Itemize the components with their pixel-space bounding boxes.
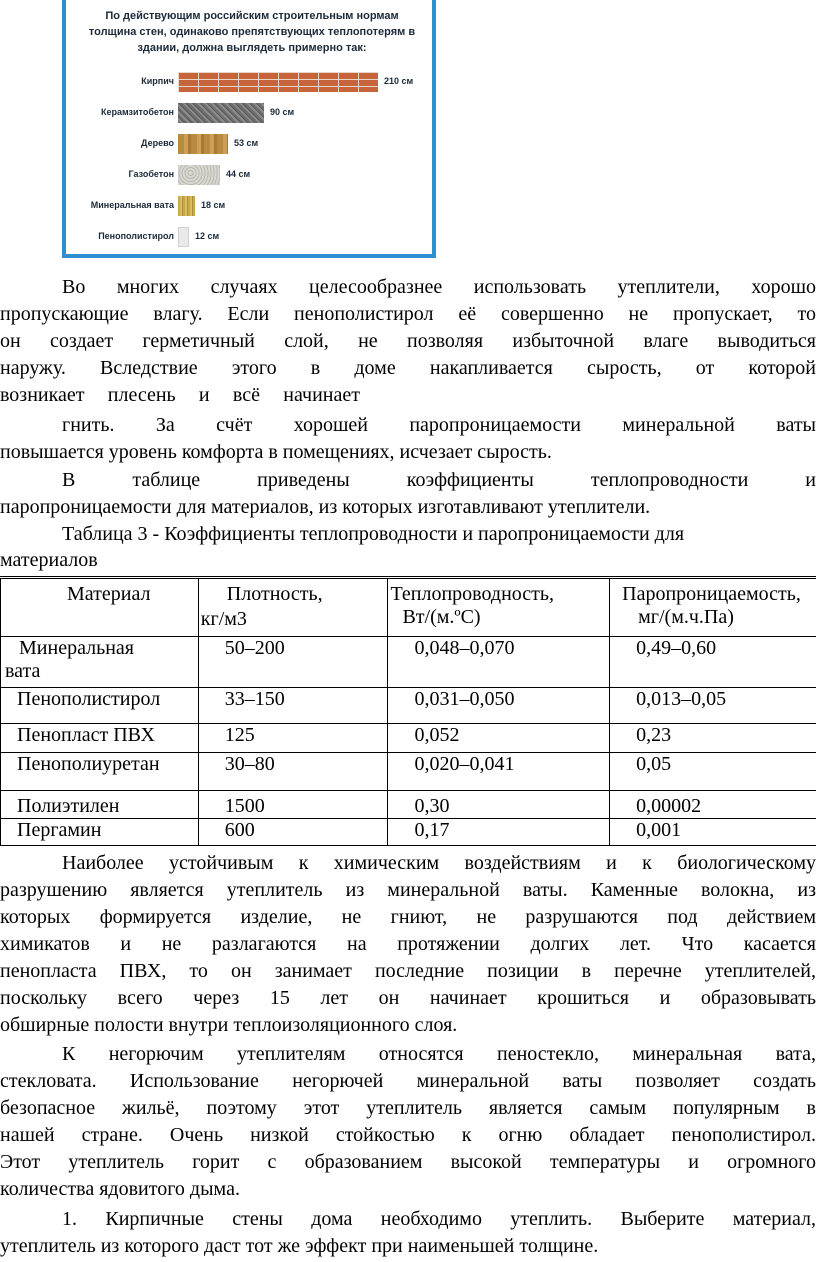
table-row xyxy=(1,688,816,724)
cell-conductivity: 0,031–0,050 xyxy=(388,688,610,724)
header-line: Вт/(м.ºС) xyxy=(402,606,481,628)
text-line: гнить. За счёт хорошей паропроницаемости минеральной ваты xyxy=(62,414,816,436)
text-line: нашей стране. Очень низкой стойкостью к огню обладает пенополистирол. xyxy=(0,1124,816,1146)
text-line: возникает плесень и всё начинает xyxy=(0,384,360,406)
text-line: обширные полости внутри теплоизоляционного слоя. xyxy=(0,1014,458,1036)
cell-permeability: 0,05 xyxy=(610,752,816,790)
cell-line: вата xyxy=(5,660,41,683)
cell-density: 600 xyxy=(198,819,388,846)
cell-conductivity: 0,048–0,070 xyxy=(388,637,610,688)
header-line: Материал xyxy=(67,583,151,605)
cell-material: Пенополистирол xyxy=(1,688,199,724)
column-header-conductivity xyxy=(388,578,610,637)
text-line: К негорючим утеплителям относятся пеностекло, минеральная вата, xyxy=(62,1043,816,1065)
header-line: Паропроницаемость, xyxy=(622,583,801,605)
header-line: Плотность, xyxy=(226,583,323,605)
table-row xyxy=(1,819,816,846)
bar-gas xyxy=(178,165,220,185)
infographic-title: По действующим российским строительным нормам толщина стен, одинаково препятствующих теплопотерям в здании, должна выглядеть примерно так: xyxy=(88,10,416,54)
cell-permeability: 0,49–0,60 xyxy=(610,637,816,688)
table-header-row xyxy=(1,578,816,637)
bar-category-label: Минеральная вата xyxy=(90,200,174,210)
text-line: количества ядовитого дыма. xyxy=(0,1178,240,1200)
cell-conductivity: 0,052 xyxy=(388,724,610,753)
text-line: Во многих случаях целесообразнее использовать утеплители, хорошо xyxy=(62,276,816,298)
cell-permeability: 0,23 xyxy=(610,724,816,753)
materials-table xyxy=(0,576,816,846)
bar-value-label: 53 см xyxy=(234,138,259,148)
table-row xyxy=(1,637,816,688)
bar-concrete xyxy=(178,103,264,123)
wall-thickness-infographic xyxy=(62,0,436,258)
column-header-permeability xyxy=(610,578,816,637)
cell-material: Пенопласт ПВХ xyxy=(1,724,199,753)
cell-permeability: 0,00002 xyxy=(610,790,816,819)
bar-value-label: 18 см xyxy=(201,200,226,210)
cell-material: Полиэтилен xyxy=(1,790,199,819)
cell-density: 125 xyxy=(198,724,388,753)
text-line: 1. Кирпичные стены дома необходимо утеплить. Выберите материал, xyxy=(62,1208,816,1230)
bar-wool xyxy=(178,196,195,216)
cell-line: Минеральная xyxy=(19,637,134,660)
text-line: химикатов и не разлагаются на протяжении долгих лет. Что касается xyxy=(0,933,816,955)
text-line: Этот утеплитель горит с образованием высокой температуры и огромного xyxy=(0,1151,816,1173)
text-line: пропускающие влагу. Если пенополистирол её совершенно не пропускает, то xyxy=(0,303,816,325)
cell-permeability: 0,001 xyxy=(610,819,816,846)
table-row xyxy=(1,752,816,790)
column-header-material xyxy=(1,578,199,637)
text-line: Наиболее устойчивым к химическим воздействиям и к биологическому xyxy=(62,852,816,874)
cell-material xyxy=(1,637,199,688)
bar-category-label: Керамзитобетон xyxy=(100,107,174,117)
text-line: Таблица 3 - Коэффициенты теплопроводности и паропроницаемости для xyxy=(62,523,685,545)
text-line: пенопласта ПВХ, то он занимает последние позиции в перечне утеплителей, xyxy=(0,960,816,982)
bar-value-label: 90 см xyxy=(270,107,295,117)
cell-conductivity: 0,30 xyxy=(388,790,610,819)
cell-conductivity: 0,17 xyxy=(388,819,610,846)
cell-density: 50–200 xyxy=(198,637,388,688)
text-line: безопасное жильё, поэтому этот утеплитель является самым популярным в xyxy=(0,1097,816,1119)
text-line: разрушению является утеплитель из минеральной ваты. Каменные волокна, из xyxy=(0,879,816,901)
cell-density: 33–150 xyxy=(198,688,388,724)
bar-wood xyxy=(178,134,228,154)
bar-category-label: Пенополистирол xyxy=(98,231,174,241)
text-line: он создает герметичный слой, не позволяя избыточной влаге выводиться xyxy=(0,330,816,352)
text-line: стекловата. Использование негорючей минеральной ваты позволяет создать xyxy=(0,1070,816,1092)
text-line: поскольку всего через 15 лет он начинает крошиться и образовывать xyxy=(0,987,816,1009)
cell-density: 30–80 xyxy=(198,752,388,790)
text-line: повышается уровень комфорта в помещениях, исчезает сырость. xyxy=(0,441,552,463)
table-row xyxy=(1,790,816,819)
header-line: мг/(м.ч.Па) xyxy=(638,606,734,628)
text-line: утеплитель из которого даст тот же эффект при наименьшей толщине. xyxy=(0,1235,599,1257)
text-line: наружу. Вследствие этого в доме накапливается сырость, от которой xyxy=(0,357,816,379)
cell-conductivity: 0,020–0,041 xyxy=(388,752,610,790)
header-line: кг/м3 xyxy=(200,608,247,630)
cell-material: Пергамин xyxy=(1,819,199,846)
column-header-density xyxy=(198,578,388,637)
cell-material: Пенополиуретан xyxy=(1,752,199,790)
bar-category-label: Дерево xyxy=(141,138,174,148)
text-line: паропроницаемости для материалов, из которых изготавливают утеплители. xyxy=(0,496,651,518)
bar-brick xyxy=(178,72,378,92)
bar-category-label: Газобетон xyxy=(128,169,174,179)
header-line: Теплопроводность, xyxy=(390,583,555,605)
text-line: которых формируется изделие, не гниют, не разрушаются под действием xyxy=(0,906,816,928)
bar-foam xyxy=(178,227,189,247)
cell-density: 1500 xyxy=(198,790,388,819)
bar-value-label: 12 см xyxy=(195,231,220,241)
text-line: В таблице приведены коэффициенты теплопроводности и xyxy=(62,469,816,491)
text-line: материалов xyxy=(0,549,98,571)
bar-category-label: Кирпич xyxy=(141,76,174,86)
bar-value-label: 210 см xyxy=(384,76,414,86)
bar-value-label: 44 см xyxy=(226,169,251,179)
table-row xyxy=(1,724,816,753)
cell-permeability: 0,013–0,05 xyxy=(610,688,816,724)
